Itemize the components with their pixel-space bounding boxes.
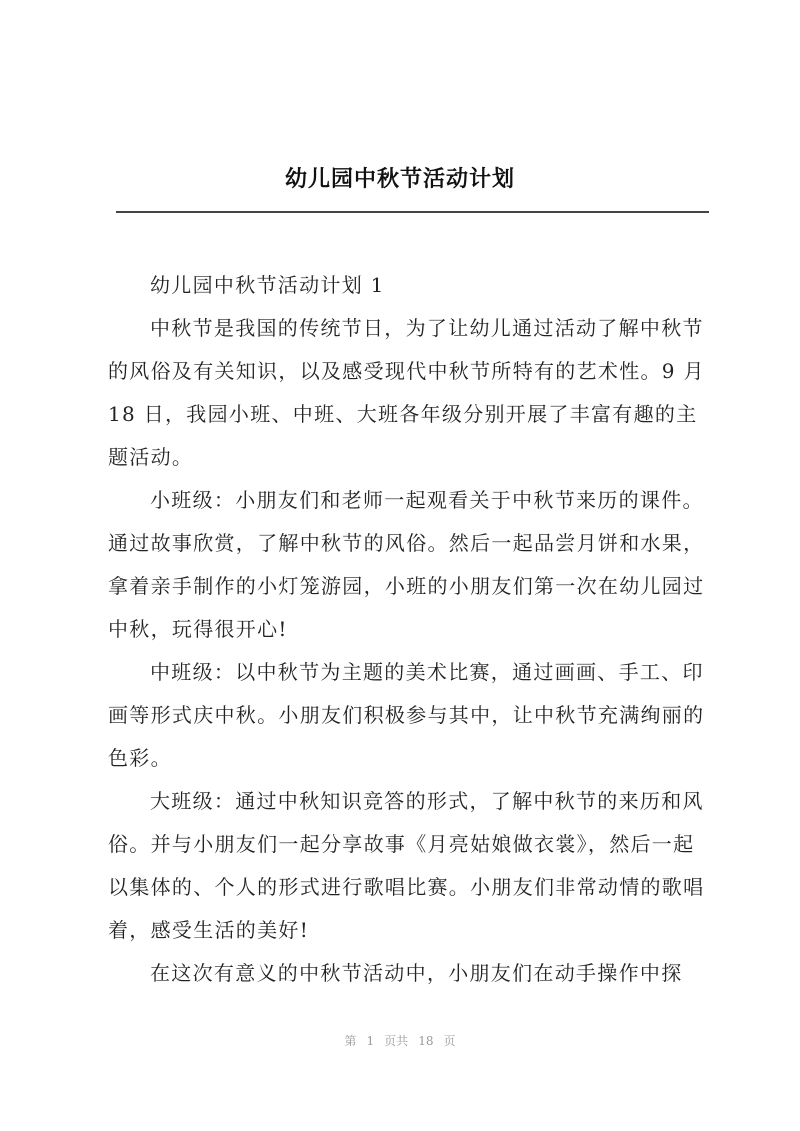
text-line: 18 日，我园小班、中班、大班各年级分别开展了丰富有趣的主 xyxy=(108,402,698,426)
footer-suffix: 页 xyxy=(443,1034,456,1048)
text-line: 中秋，玩得很开心! xyxy=(108,617,288,641)
text-line: 拿着亲手制作的小灯笼游园，小班的小朋友们第一次在幼儿园过 xyxy=(108,574,705,598)
paragraph xyxy=(108,307,713,479)
text-line: 色彩。 xyxy=(108,746,172,770)
paragraph xyxy=(108,651,713,780)
paragraph xyxy=(108,952,713,995)
document-title: 幼儿园中秋节活动计划 xyxy=(284,167,515,192)
text-line: 的风俗及有关知识，以及感受现代中秋节所特有的艺术性。9 月 xyxy=(108,359,705,383)
text-line: 在这次有意义的中秋节活动中，小朋友们在动手操作中探 xyxy=(150,961,683,985)
paragraph xyxy=(108,479,713,651)
text-line: 中秋节是我国的传统节日，为了让幼儿通过活动了解中秋节 xyxy=(150,316,704,340)
paragraph xyxy=(108,780,713,952)
text-line: 俗。并与小朋友们一起分享故事《月亮姑娘做衣裳》，然后一起 xyxy=(108,832,695,856)
paragraph xyxy=(108,264,713,307)
text-line: 中班级：以中秋节为主题的美术比赛，通过画画、手工、印 xyxy=(150,660,704,684)
footer-middle: 页共 xyxy=(384,1034,409,1048)
text-line: 画等形式庆中秋。小朋友们积极参与其中，让中秋节充满绚丽的 xyxy=(108,703,705,727)
page-footer xyxy=(0,1032,800,1049)
text-line: 着，感受生活的美好! xyxy=(108,918,310,942)
text-line: 以集体的、个人的形式进行歌唱比赛。小朋友们非常动情的歌唱 xyxy=(108,875,705,899)
current-page: 1 xyxy=(366,1034,375,1048)
total-pages: 18 xyxy=(418,1034,434,1048)
document-body xyxy=(108,264,713,995)
text-line: 小班级：小朋友们和老师一起观看关于中秋节来历的课件。 xyxy=(150,488,704,512)
text-line: 通过故事欣赏，了解中秋节的风俗。然后一起品尝月饼和水果， xyxy=(108,531,705,555)
text-line: 幼儿园中秋节活动计划 1 xyxy=(150,273,385,297)
title-divider xyxy=(116,211,709,213)
text-line: 题活动。 xyxy=(108,445,194,469)
footer-prefix: 第 xyxy=(344,1034,357,1048)
text-line: 大班级：通过中秋知识竞答的形式，了解中秋节的来历和风 xyxy=(150,789,704,813)
